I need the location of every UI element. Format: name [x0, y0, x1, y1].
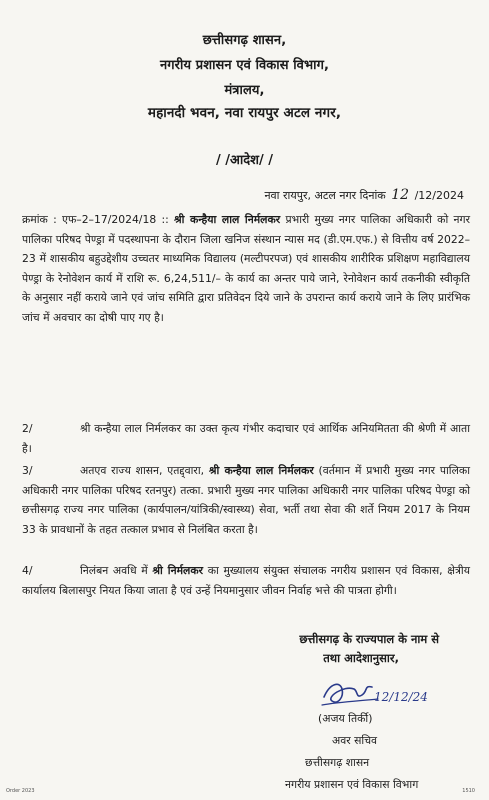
order-heading: / /आदेश/ / — [215, 153, 274, 168]
para1-order-number: क्रमांक : एफ–2–17/2024/18 :: — [22, 213, 174, 226]
signatory-title: अवर सचिव — [332, 734, 378, 747]
para3-text: (वर्तमान में प्रभारी मुख्य नगर पालिका अधिकारी नगर पालिका परिषद रतनपुर) तत्का. प्रभारी मुख्य नगर पालिका अधिकारी नगर पालिका परिषद पेण्ड्रा को छत्तीसगढ़ राज्य नगर पालिका (कार्यपालन/यांत्रिकी/स्वास्थ्य) सेवा, भर्ती तथा सेवा की शर्ते नियम 2017 के नियम 33 के प्रावधानों के तहत तत्काल प्रभाव से निलंबित करता है। — [22, 464, 470, 536]
para3-officer-name: श्री कन्हैया लाल निर्मलकर — [208, 464, 314, 477]
footer-right-code: 1510 — [462, 788, 475, 794]
dateline-month-year: /12/2024 — [414, 189, 464, 202]
header-ministry: मंत्रालय, — [224, 83, 265, 98]
paragraph-3 — [22, 461, 470, 539]
handwritten-signature — [318, 675, 428, 715]
paragraph-1 — [22, 210, 470, 410]
closing-line-2: तथा आदेशानुसार, — [323, 651, 399, 665]
paragraph-2 — [22, 419, 470, 458]
header-address: महानदी भवन, नवा रायपुर अटल नगर, — [147, 105, 342, 121]
order-dateline — [264, 187, 464, 203]
para2-number: 2/ — [22, 422, 33, 435]
para1-officer-name: श्री कन्हैया लाल निर्मलकर — [173, 213, 281, 226]
signature-date: 12/12/24 — [374, 690, 428, 704]
signatory-department: नगरीय प्रशासन एवं विकास विभाग — [285, 778, 419, 791]
para2-text: श्री कन्हैया लाल निर्मलकर का उक्त कृत्य गंभीर कदाचार एवं आर्थिक अनियमितता की श्रेणी में आता है। — [22, 422, 470, 455]
para4-text-start: निलंबन अवधि में — [80, 564, 153, 577]
signatory-government: छत्तीसगढ़ शासन — [305, 756, 370, 769]
footer-left-code: Order 2023 — [6, 788, 35, 794]
paragraph-4 — [22, 561, 470, 600]
signatory-name: (अजय तिर्की) — [318, 712, 373, 725]
para3-number: 3/ — [22, 464, 33, 477]
dateline-place: नवा रायपुर, अटल नगर दिनांक — [264, 189, 386, 202]
dateline-day-handwritten: 12 — [391, 187, 410, 203]
para4-number: 4/ — [22, 564, 33, 577]
para4-text: का मुख्यालय संयुक्त संचालक नगरीय प्रशासन एवं विकास, क्षेत्रीय कार्यालय बिलासपुर नियत किया जाता है एवं उन्हें नियमानुसार जीवन निर्वाह भत्ते की पात्रता होगी। — [22, 564, 470, 597]
header-department: नगरीय प्रशासन एवं विकास विभाग, — [159, 58, 330, 73]
header-government: छत्तीसगढ़ शासन, — [202, 33, 287, 48]
para4-officer-name: श्री निर्मलकर — [152, 564, 204, 577]
para3-text-start: अतएव राज्य शासन, एतद्द्वारा, — [80, 464, 209, 477]
para1-text: प्रभारी मुख्य नगर पालिका अधिकारी को नगर पालिका परिषद पेण्ड्रा में पदस्थापना के दौरान जिला खनिज संस्थान न्यास मद (डी.एम.एफ.) से वित्तीय वर्ष 2022–23 में शासकीय बहुउद्देशीय उच्चतर माध्यमिक विद्यालय (मल्टीपरपज) एवं शासकीय शारीरिक प्रशिक्षण महाविद्यालय पेण्ड्रा के रेनोवेशन कार्य में राशि रू. 6,24,511/– के कार्य का अन्तर पाये जाने, रेनोवेशन कार्य तकनीकी स्वीकृति के अनुसार नहीं कराये जाने एवं जांच समिति द्वारा प्रतिवेदन दिये जाने के उपरान्त कार्य कराये जाने के लिए प्रारंभिक जांच में अवचार का दोषी पाए गए है। — [22, 213, 470, 324]
closing-line-1: छत्तीसगढ़ के राज्यपाल के नाम से — [299, 632, 439, 646]
